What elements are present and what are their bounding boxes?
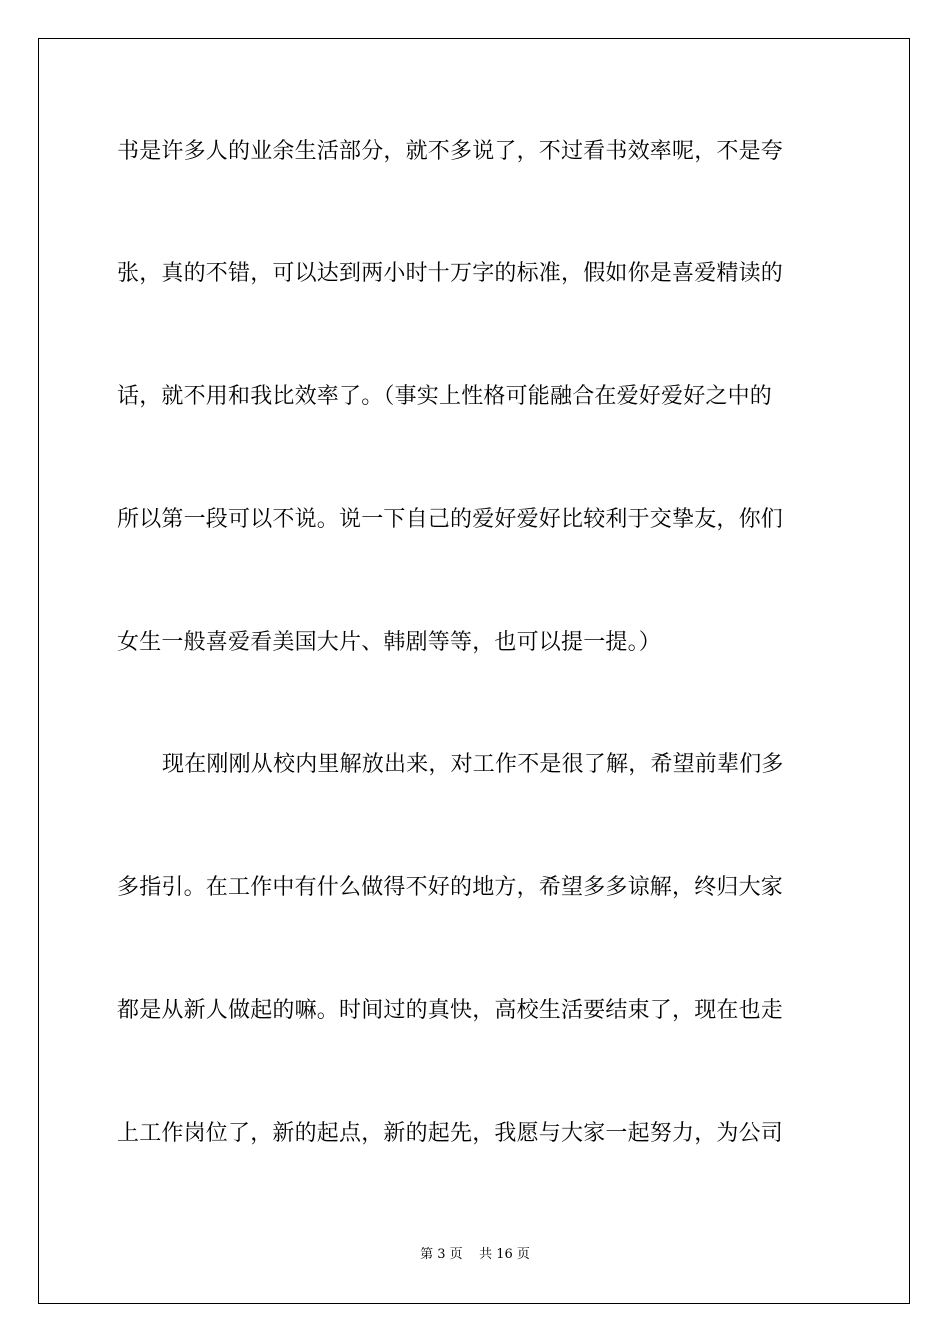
page-border [38, 38, 910, 1304]
text-line: 张，真的不错，可以达到两小时十万字的标准，假如你是喜爱精读的 [117, 261, 784, 286]
text-line: 所以第一段可以不说。说一下自己的爱好爱好比较利于交挚友，你们 [117, 507, 784, 532]
text-line: 上工作岗位了，新的起点，新的起先，我愿与大家一起努力，为公司 [117, 1121, 784, 1146]
text-line: 话，就不用和我比效率了。（事实上性格可能融合在爱好爱好之中的 [117, 384, 773, 409]
text-line: 书是许多人的业余生活部分，就不多说了，不过看书效率呢，不是夸 [117, 139, 784, 164]
text-line: 女生一般喜爱看美国大片、韩剧等等，也可以提一提。） [117, 630, 662, 655]
text-line: 都是从新人做起的嘛。时间过的真快，高校生活要结束了，现在也走 [117, 998, 784, 1023]
page-number-footer: 第 3 页 共 16 页 [420, 1247, 530, 1262]
text-line: 多指引。在工作中有什么做得不好的地方，希望多多谅解，终归大家 [117, 875, 784, 900]
paragraph-first-line: 现在刚刚从校内里解放出来，对工作不是很了解，希望前辈们多 [162, 752, 784, 777]
